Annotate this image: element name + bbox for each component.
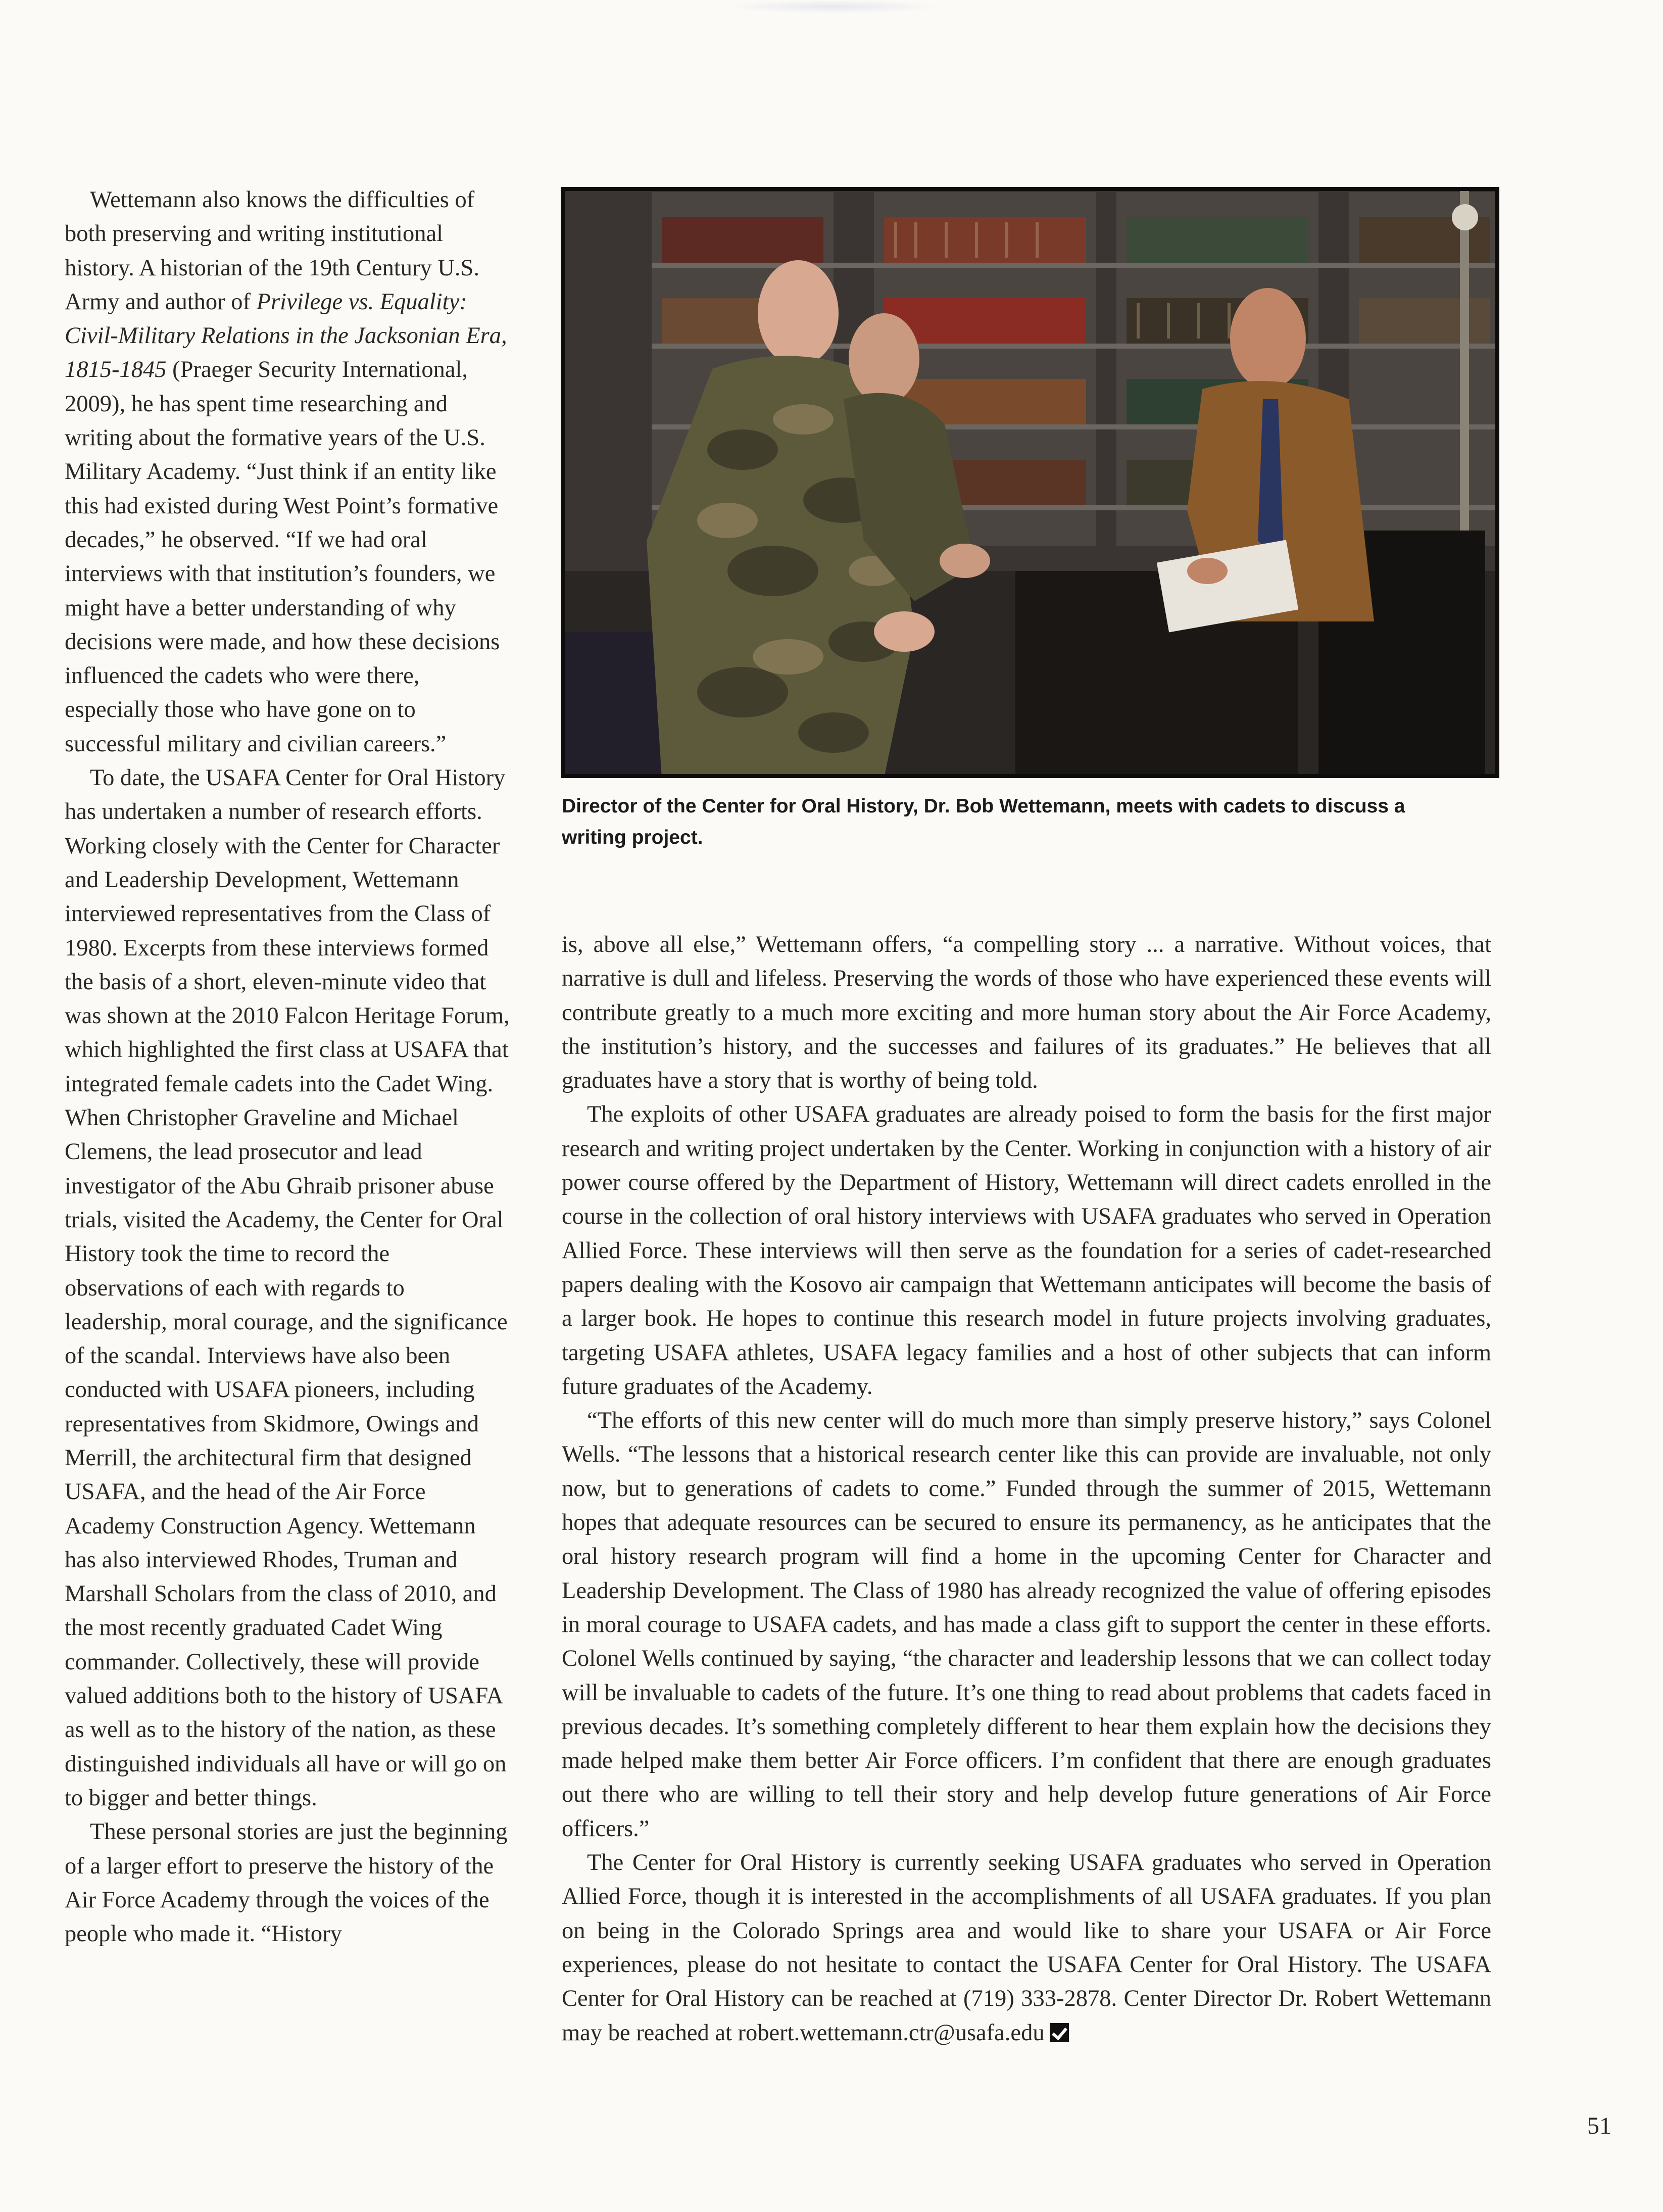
article-photo <box>561 187 1499 778</box>
book-title: Privilege vs. Equality: Civil-Military Relations in the Jacksonian Era, 1815-1845 <box>65 288 507 383</box>
right-paragraph-1: is, above all else,” Wettemann offers, “a compelling story ... a narrative. Without voices, that narrative is dull and lifeless. Preserving the words of those who have experienced these events will contribute greatly to a much more exciting and more human story about the Air Force Academy, the institution’s history, and the successes and failures of its graduates.” He believes that all graduates have a story that is worthy of being told. <box>562 932 1491 1094</box>
right-paragraph-2: The exploits of other USAFA graduates are already poised to form the basis for the first major research and writing project undertaken by the Center. Working in conjunction with a history of air power course offered by the Department of History, Wettemann will direct cadets enrolled in the course in the collection of oral history interviews with USAFA graduates who served in Operation Allied Force. These interviews will then serve as the foundation for a series of cadet-researched papers dealing with the Kosovo air campaign that Wettemann anticipates will become the basis of a larger book. He hopes to continue this research model in future projects involving graduates, targeting USAFA athletes, USAFA legacy families and a host of other subjects that can inform future graduates of the Academy. <box>562 1101 1491 1400</box>
right-column <box>562 928 1491 2050</box>
left-paragraph-1: Wettemann also knows the difficulties of both preserving and writing institutional history. A historian of the 19th Century U.S. Army and author of Privilege vs. Equality: Civil-Military Relations in the Jacksonian Era, 1815-1845 (Praeger Security International, 2009), he has spent time researching and writing about the formative years of the U.S. Military Academy. “Just think if an entity like this had existed during West Point’s formative decades,” he observed. “If we had oral interviews with that institution’s founders, we might have a better understanding of why decisions were made, and how these decisions influenced the cadets who were there, especially those who have gone on to successful military and civilian careers.” <box>65 187 507 757</box>
photo-caption: Director of the Center for Oral History, Dr. Bob Wettemann, meets with cadets to discuss a writing project. <box>562 795 1405 848</box>
left-paragraph-3: These personal stories are just the beginning of a larger effort to preserve the history of the Air Force Academy through the voices of the people who made it. “History <box>65 1819 508 1947</box>
left-column <box>65 183 511 1951</box>
right-paragraph-4: The Center for Oral History is currently seeking USAFA graduates who served in Operation Allied Force, though it is interested in the accomplishments of all USAFA graduates. If you plan on being in the Colorado Springs area and would like to share your USAFA or Air Force experiences, please do not hesitate to contact the USAFA Center for Oral History. The USAFA Center for Oral History can be reached at (719) 333-2878. Center Director Dr. Robert Wettemann may be reached at robert.wettemann.ctr@usafa.edu <box>562 1850 1491 2046</box>
end-of-article-checkmark-icon <box>1050 2023 1069 2042</box>
page-number: 51 <box>1587 2112 1611 2139</box>
scan-artifact <box>727 0 940 13</box>
left-paragraph-2: To date, the USAFA Center for Oral History has undertaken a number of research efforts. Working closely with the Center for Character and Leadership Development, Wettemann interviewed representatives from the Class of 1980. Excerpts from these interviews formed the basis of a short, eleven-minute video that was shown at the 2010 Falcon Heritage Forum, which highlighted the first class at USAFA that integrated female cadets into the Cadet Wing. When Christopher Graveline and Michael Clemens, the lead prosecutor and lead investigator of the Abu Ghraib prisoner abuse trials, visited the Academy, the Center for Oral History took the time to record the observations of each with regards to leadership, moral courage, and the significance of the scandal. Interviews have also been conducted with USAFA pioneers, including representatives from Skidmore, Owings and Merrill, the architectural firm that designed USAFA, and the head of the Air Force Academy Construction Agency. Wettemann has also interviewed Rhodes, Truman and Marshall Scholars from the class of 2010, and the most recently graduated Cadet Wing commander. Collectively, these will provide valued additions both to the history of USAFA as well as to the history of the nation, as these distinguished individuals all have or will go on to bigger and better things. <box>65 765 510 1811</box>
library-meeting-photo <box>561 187 1499 778</box>
right-paragraph-3: “The efforts of this new center will do much more than simply preserve history,” says Colonel Wells. “The lessons that a historical research center like this can provide are invaluable, not only now, but to generations of cadets to come.” Funded through the summer of 2015, Wettemann hopes that adequate resources can be secured to ensure its permanency, as he anticipates that the oral history research program will find a home in the upcoming Center for Character and Leadership Development. The Class of 1980 has already recognized the value of offering episodes in moral courage to USAFA cadets, and has made a class gift to support the center in these efforts. Colonel Wells continued by saying, “the character and leadership lessons that we can collect today will be invaluable to cadets of the future. It’s one thing to read about problems that cadets faced in previous decades. It’s something completely different to hear them explain how the decisions they made helped make them better Air Force officers. I’m confident that there are enough graduates out there who are willing to tell their story and help develop future generations of Air Force officers.” <box>562 1408 1491 1842</box>
